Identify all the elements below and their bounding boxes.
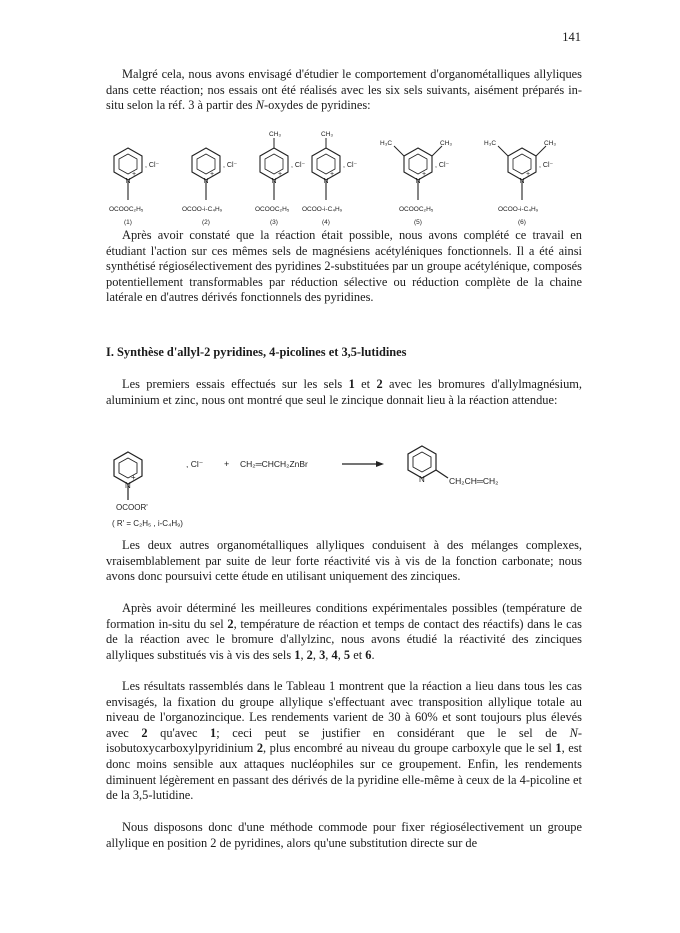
svg-text:H₃C: H₃C — [484, 140, 497, 147]
svg-text:OCOO-i-C₄H₉: OCOO-i-C₄H₉ — [302, 206, 343, 213]
svg-text:CH₃: CH₃ — [544, 140, 557, 147]
svg-text:CH₃: CH₃ — [440, 140, 453, 147]
svg-text:CH₂═CHCH₂ZnBr: CH₂═CHCH₂ZnBr — [240, 459, 308, 469]
paragraph-other-allylics: Les deux autres organométalliques allyliques conduisent à des mélanges complexes, vraisemblablement par suite de leur forte réactivité vis à vis de la fonction carbonate; nous avons donc poursuivi cette étude en utilisant uniquement des zinciques. — [106, 538, 582, 584]
svg-text:( R' = C₂H₅ , i-C₄H₉): ( R' = C₂H₅ , i-C₄H₉) — [112, 519, 183, 528]
svg-text:N: N — [125, 481, 131, 490]
paragraph-acetylenic: Après avoir constaté que la réaction était possible, nous avons complété ce travail en étudiant l'action sur ces mêmes sels de magnésiens acétyléniques fonctionnels. Il a été ainsi synthétisé régiosélectivement des pyridines 2-substituées par un groupe acétylénique, composés potentiellement transformables par réduction sélective ou réduction complète de la chaine latérale en d'autres dérivés fonctionnels des pyridines. — [106, 228, 582, 305]
svg-text:OCOO-i-C₄H₉: OCOO-i-C₄H₉ — [498, 206, 539, 213]
svg-text:CH₃: CH₃ — [269, 131, 282, 138]
svg-text:, Cl⁻: , Cl⁻ — [435, 162, 450, 169]
svg-text:CH₃: CH₃ — [321, 131, 334, 138]
page-number: 141 — [562, 30, 581, 44]
svg-text:CH₂CH═CH₂: CH₂CH═CH₂ — [449, 476, 499, 486]
paragraph-intro: Malgré cela, nous avons envisagé d'étudier le comportement d'organométalliques allyliques dans cette réaction; nos essais ont été réalisés avec les six sels suivants, aisément préparés in-situ selon la réf. 3 à partir des N-oxydes de pyridines: — [106, 67, 582, 113]
svg-text:(3): (3) — [270, 219, 278, 226]
section-title: I. Synthèse d'allyl-2 pyridines, 4-picolines et 3,5-lutidines — [106, 345, 407, 359]
svg-text:(1): (1) — [124, 219, 132, 226]
svg-text:, Cl⁻: , Cl⁻ — [223, 162, 238, 169]
svg-text:N: N — [419, 475, 425, 484]
svg-text:OCOO-i-C₄H₉: OCOO-i-C₄H₉ — [182, 206, 223, 213]
salt-3-structure — [255, 131, 306, 226]
salt-5-structure — [380, 140, 452, 226]
svg-text:(4): (4) — [322, 219, 330, 226]
salt-2-structure — [182, 148, 238, 226]
svg-text:(6): (6) — [518, 219, 526, 226]
svg-text:OCOOC₂H₅: OCOOC₂H₅ — [255, 206, 290, 213]
svg-text:, Cl⁻: , Cl⁻ — [539, 162, 554, 169]
svg-text:(5): (5) — [414, 219, 422, 226]
svg-text:OCOOC₂H₅: OCOOC₂H₅ — [109, 206, 144, 213]
pyridinium-salts-figure: N + , Cl⁻ OCOOC₂H₅ (1) , Cl⁻ OCOO-i-C₄H₉ (2) CH₃ , Cl⁻ OCOOC₂H₅ (3) CH₃ , Cl⁻ OCOO-i-C₄H₉ (4) H₃C CH₃ , Cl⁻ OCOOC₂H₅ (5) H₃C CH₃ , Cl⁻ OCOO-i-C₄H₉ (6) — [103, 131, 557, 226]
salt-1-structure — [109, 148, 160, 226]
paragraph-method: Nous disposons donc d'une méthode commode pour fixer régiosélectivement un groupe allylique en position 2 de pyridines, alors qu'une substitution directe sur de — [106, 820, 582, 850]
paragraph-conditions: Après avoir déterminé les meilleures conditions expérimentales possibles (température de formation in-situ du sel 2, température de réaction et temps de contact des réactifs) dans le cas de la réaction avec le bromure d'allylzinc, nous avons étudié la réactivité des zinciques allyliques substitués vis à vis des sels 1, 2, 3, 4, 5 et 6. — [106, 601, 582, 662]
salt-4-structure — [302, 131, 358, 226]
svg-text:OCOOR': OCOOR' — [116, 503, 148, 512]
paragraph-results: Les résultats rassemblés dans le Tableau 1 montrent que la réaction a lieu dans tous les cas envisagés, la fixation du groupe allylique s'effectuant avec transposition allylique totale au niveau de l'organozincique. Les rendements varient de 30 à 60% et sont toujours plus élevés avec 2 qu'avec 1; ceci peut se justifier en considérant que le sel de N-isobutoxycarboxylpyridinium 2, plus encombré au niveau du groupe carboxyle que le sel 1, est donc moins sensible aux attaques nucléophiles sur ce groupement. Enfin, les rendements diminuent légèrement en passant des dérivés de la pyridine elle-même à ceux de la 4-picoline et de la 3,5-lutidine. — [106, 679, 582, 803]
svg-text:+: + — [131, 473, 136, 482]
svg-text:, Cl⁻: , Cl⁻ — [343, 162, 358, 169]
salt-6-structure — [484, 140, 556, 226]
paragraph-first-trials: Les premiers essais effectués sur les sels 1 et 2 avec les bromures d'allylmagnésium, aluminium et zinc, nous ont montré que seul le zincique donnait lieu à la réaction attendue: — [106, 377, 582, 407]
svg-text:, Cl⁻: , Cl⁻ — [145, 162, 160, 169]
svg-text:+: + — [224, 459, 230, 469]
svg-text:, Cl⁻: , Cl⁻ — [291, 162, 306, 169]
svg-text:OCOOC₂H₅: OCOOC₂H₅ — [399, 206, 434, 213]
svg-text:(2): (2) — [202, 219, 210, 226]
svg-text:, Cl⁻: , Cl⁻ — [186, 459, 204, 469]
svg-text:H₃C: H₃C — [380, 140, 393, 147]
reaction-equation — [106, 452, 582, 532]
